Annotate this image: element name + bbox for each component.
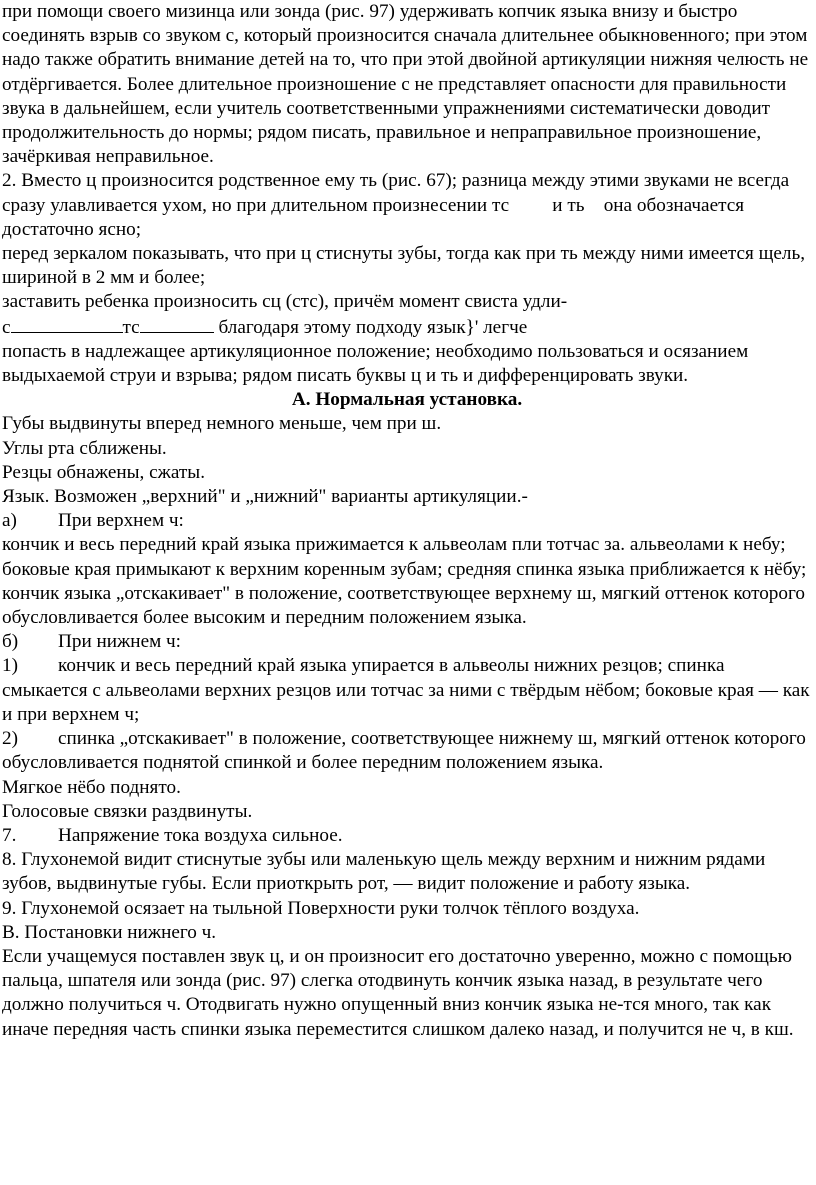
paragraph-tactile: попасть в надлежащее артикуляционное положение; необходимо пользоваться и осязанием выдыхаемой струи и взрыва; рядом писать буквы ц и ть и дифференцировать звуки. [2, 340, 749, 387]
variant-lower [2, 630, 812, 654]
variant-upper-point-1: кончик и весь передний край языка прижимается к альвеолам пли тотчас за. альвеолами к небу; боковые края примыкают к верхним коренным зубам; средняя спинка языка приближается к нёбу; [2, 534, 807, 580]
point-2-text: спинка „отскакивает" в положение, соответствующее нижнему ш, мягкий оттенок которого обусловливается поднятой спинкой и более передним положением языка. [2, 728, 806, 774]
section-heading-normal: А. Нормальная установка. [291, 389, 523, 411]
setup-corners: Углы рта сближены. [2, 437, 167, 459]
paragraph-sts: заставить ребенка произносить сц (стс), причём момент свиста удли- [2, 291, 568, 313]
setup-palate: Мягкое нёбо поднято. [2, 776, 181, 798]
setup-vocal-cords: Голосовые связки раздвинуты. [2, 800, 253, 822]
point-1-marker: 1) [2, 655, 18, 677]
variant-upper [2, 509, 812, 533]
variant-lower-marker: б) [2, 631, 19, 653]
air-text: Напряжение тока воздуха сильное. [58, 824, 343, 846]
section-heading-lower-ch: В. Постановки нижнего ч. [2, 921, 217, 943]
blank-tail: благодаря этому подходу язык}' легче [213, 316, 528, 338]
blank-label-ts: тс [122, 316, 140, 338]
paragraph-soft-s: при помощи своего мизинца или зонда (рис. 97) удерживать копчик языка внизу и быстро соединять взрыв со звуком с, который произносится сначала длительнее обыкновенного; при этом надо также обратить внимание детей на то, что при этой двойной артикуляции нижняя челюсть не отдёргивается. Более длительное произношение с не представляет опасности для правильности звука в дальнейшем, если учитель соответственными упражнениями систематически доводит продолжительность до нормы; рядом писать, правильное и непраправильное произношение, зачёркивая неправильное. [2, 1, 809, 168]
setup-incisors: Резцы обнажены, сжаты. [2, 461, 205, 483]
variant-lower-label: При нижнем ч: [58, 631, 182, 653]
variant-lower-point-1 [2, 654, 812, 727]
variant-upper-marker: а) [2, 510, 17, 532]
paragraph-mirror: перед зеркалом показывать, что при ц стиснуты зубы, тогда как при ть между ними имеется щель, шириной в 2 мм и более; [2, 243, 806, 289]
point-1-text: кончик и весь передний край языка упирается в альвеолы нижних резцов; спинка смыкается с альвеолами верхних резцов или тотчас за ними с твёрдым нёбом; боковые края — как и при верхнем ч; [2, 655, 810, 725]
setup-deaf-visual: 8. Глухонемой видит стиснутые зубы или маленькую щель между верхним и нижним рядами зубов, выдвинутые губы. Если приоткрыть рот, — видит положение и работу языка. [2, 849, 766, 895]
paragraph-lower-ch: Если учащемуся поставлен звук ц, и он произносит его достаточно уверенно, можно с помощью пальца, шпателя или зонда (рис. 97) слегка отодвинуть кончик языка назад, в результате чего должно получиться ч. Отодвигать нужно опущенный вниз кончик языка не-тся много, так как иначе передняя часть спинки языка переместится слишком далеко назад, и получится не ч, в кш. [2, 945, 794, 1040]
variant-upper-point-2: кончик языка „отскакивает" в положение, соответствующее верхнему ш, мягкий оттенок которого обусловливается более высоким и передним положением языка. [2, 582, 805, 629]
paragraph-blanks [2, 315, 812, 340]
air-marker: 7. [2, 824, 17, 846]
blank-line-1 [11, 315, 123, 333]
blank-label-s: с [2, 316, 11, 338]
paragraph-ts-vs-t: 2. Вместо ц произносится родственное ему ть (рис. 67); разница между этими звуками не всегда сразу улавливается ухом, но при длительном произнесении тс и ть она обозначается достаточно ясно; [2, 170, 794, 240]
setup-tongue: Язык. Возможен „верхний" и „нижний" варианты артикуляции.- [2, 486, 528, 508]
setup-lips: Губы выдвинуты вперед немного меньше, чем при ш. [2, 413, 442, 435]
variant-upper-label: При верхнем ч: [58, 510, 184, 532]
blank-line-2 [140, 315, 214, 333]
setup-air-pressure [2, 824, 812, 848]
setup-deaf-tactile: 9. Глухонемой осязает на тыльной Поверхности руки толчок тёплого воздуха. [2, 897, 640, 919]
point-2-marker: 2) [2, 728, 18, 750]
variant-lower-point-2 [2, 727, 812, 775]
